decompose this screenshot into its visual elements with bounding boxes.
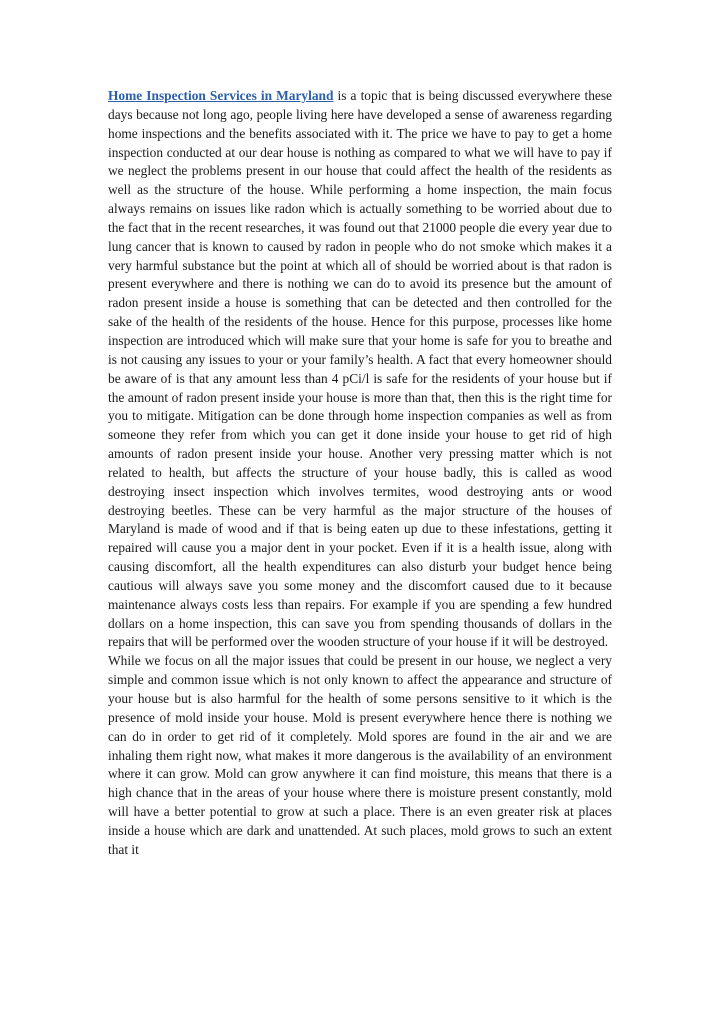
paragraph-2: While we focus on all the major issues that could be present in our house, we neglect a very simple and common issue which is not only known to affect the appearance and structure of your house but is also harmful for the health of some persons sensitive to it which is the presence of mold inside your house. Mold is present everywhere hence there is nothing we can do in order to get rid of it completely. Mold spores are found in the air and we are inhaling them right now, what makes it more dangerous is the availability of an environment where it can grow. Mold can grow anywhere it can find moisture, this means that there is a high chance that in the areas of your house where there is moisture present constantly, mold will have a better potential to grow at such a place. There is an even greater risk at places inside a house which are dark and unattended. At such places, mold grows to such an extent that it: [108, 653, 612, 857]
paragraph-1: [108, 87, 612, 652]
document-body: [108, 87, 612, 860]
home-inspection-link[interactable]: Home Inspection Services in Maryland: [108, 88, 334, 103]
paragraph-1-text: is a topic that is being discussed everywhere these days because not long ago, people living here have developed a sense of awareness regarding home inspections and the benefits associated with it. The price we have to pay to get a home inspection conducted at our dear house is nothing as compared to what we will have to pay if we neglect the problems present in our house that could affect the health of the residents as well as the structure of the house. While performing a home inspection, the main focus always remains on issues like radon which is actually something to be worried about due to the fact that in the recent researches, it was found out that 21000 people die every year due to lung cancer that is known to caused by radon in people who do not smoke which makes it a very harmful substance but the point at which all of should be worried about is that radon is present everywhere and there is nothing we can do to avoid its presence but the amount of radon present inside a house is something that can be detected and then controlled for the sake of the health of the residents of the house. Hence for this purpose, processes like home inspection are introduced which will make sure that your home is safe for you to breathe and is not causing any issues to your or your family’s health. A fact that every homeowner should be aware of is that any amount less than 4 pCi/l is safe for the residents of your house but if the amount of radon present inside your house is more than that, then this is the right time for you to mitigate. Mitigation can be done through home inspection companies as well as from someone they refer from which you can get it done inside your house to get rid of high amounts of radon present inside your house. Another very pressing matter which is not related to health, but affects the structure of your house badly, this is called as wood destroying insect inspection which involves termites, wood destroying ants or wood destroying beetles. These can be very harmful as the major structure of the houses of Maryland is made of wood and if that is being eaten up due to these infestations, getting it repaired will cause you a major dent in your pocket. Even if it is a health issue, along with causing discomfort, all the health expenditures can also disturb your budget hence being cautious will always save you some money and the discomfort caused due to it because maintenance always costs less than repairs. For example if you are spending a few hundred dollars on a home inspection, this can save you from spending thousands of dollars in the repairs that will be performed over the wooden structure of your house if it will be destroyed.: [108, 88, 612, 650]
